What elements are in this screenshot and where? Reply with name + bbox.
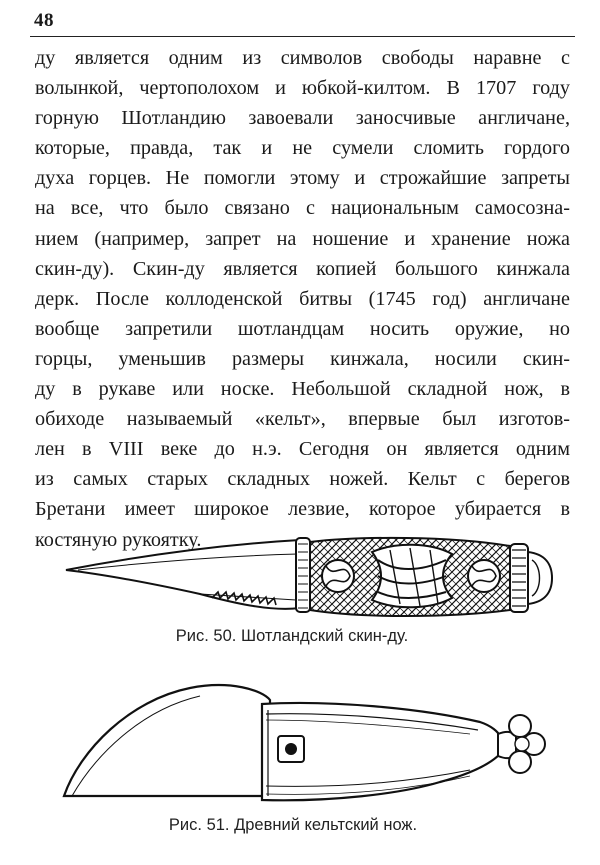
figure-caption: Рис. 50. Шотландский скин-ду. <box>175 627 409 645</box>
text-line: духа горцев. Не помогли этому и строжайшие запреты <box>35 167 570 190</box>
text-line: Бретани имеет широкое лезвие, которое убирается в <box>35 498 570 521</box>
figure-50 <box>0 520 600 665</box>
text-line: ду является одним из символов свободы наравне с <box>35 47 570 69</box>
text-line: из самых старых складных ножей. Кельт с берегов <box>35 468 570 491</box>
text-line: горцы, уменьшив размеры кинжала, носили скин- <box>35 347 570 370</box>
skean-dhu-knife-illustration <box>0 520 600 630</box>
text-line: вообще запретили шотландцам носить оружие, но <box>35 317 570 340</box>
celtic-folding-knife-illustration <box>0 670 600 810</box>
text-line: горную Шотландию завоевали заносчивые англичане, <box>35 107 570 130</box>
page-number: 48 <box>34 10 54 31</box>
text-line: нием (например, запрет на ношение и хранение ножа <box>35 227 570 250</box>
text-line: на все, что было связано с национальным самосозна- <box>35 197 570 220</box>
body-text <box>35 43 570 555</box>
header-rule <box>30 36 575 37</box>
text-line: волынкой, чертополохом и юбкой-килтом. В 1707 году <box>35 77 570 100</box>
text-line: лен в VIII веке до н.э. Сегодня он является одним <box>35 438 570 461</box>
text-line: костяную рукоятку. <box>35 528 202 551</box>
text-line: скин-ду). Скин-ду является копией большого кинжала <box>35 257 570 280</box>
figure-51 <box>0 670 600 860</box>
text-line: ду в рукаве или носке. Небольшой складной нож, в <box>35 378 570 401</box>
text-line: дерк. После коллоденской битвы (1745 год) англичане <box>35 287 570 310</box>
text-line: которые, правда, так и не сумели сломить гордого <box>35 137 570 160</box>
text-line: обиходе называемый «кельт», впервые был изготов- <box>35 408 570 431</box>
figure-caption: Рис. 51. Древний кельтский нож. <box>168 816 418 834</box>
